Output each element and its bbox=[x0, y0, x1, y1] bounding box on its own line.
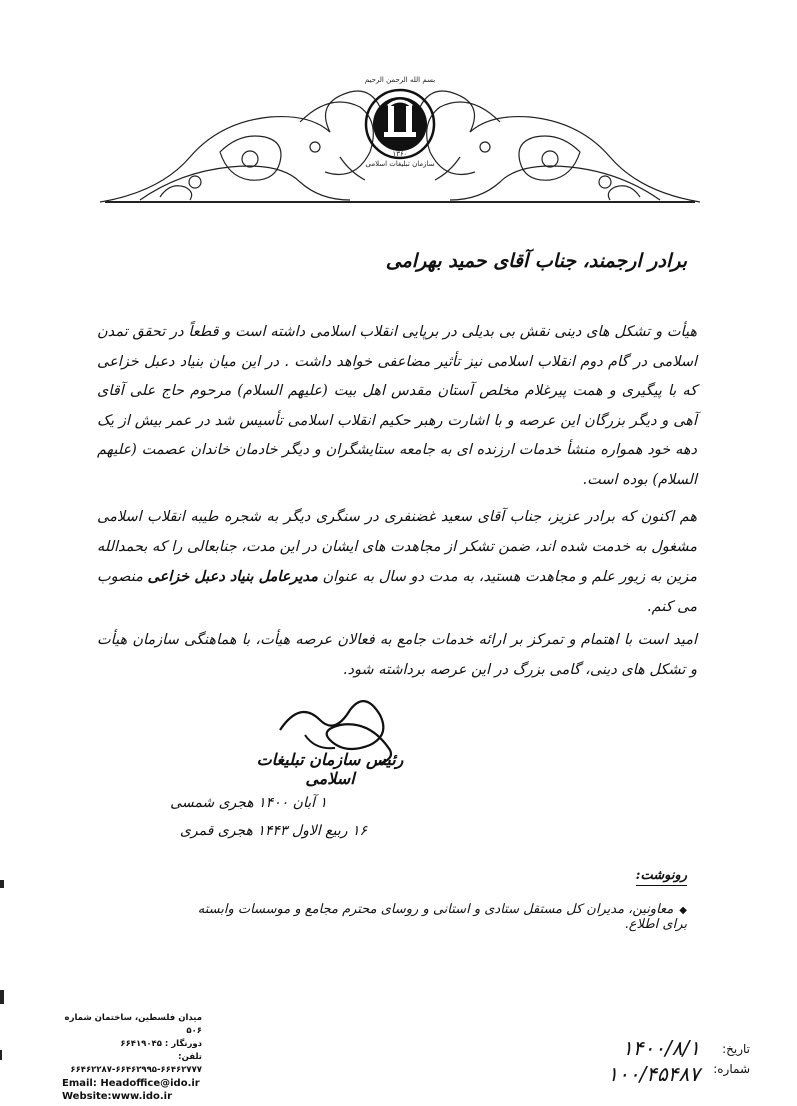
date-solar: ۱ آبان ۱۴۰۰ هجری شمسی bbox=[170, 795, 327, 811]
emblem-year: ۱۳۶۰ bbox=[392, 150, 408, 158]
scan-edge-mark bbox=[0, 1050, 2, 1060]
footer-website: Website:www.ido.ir bbox=[62, 1091, 173, 1102]
scan-edge-mark bbox=[0, 880, 4, 888]
reference-block bbox=[590, 1036, 750, 1090]
paragraph-2-start: هم اکنون که برادر عزیز، جناب آقای سعید غضنفری در سنگری دیگر به شجره طیبه انقلاب اسلامی مشغول به خدمت شده اند، ضمن تشکر از مجاهدت های ایشان در این مدت، جنابعالی را که بحمدالله مزین به زیور علم و مجاهدت هستید، به مدت دو سال به عنوان bbox=[97, 509, 698, 585]
copies-item bbox=[187, 902, 687, 932]
footer-email: Email: Headoffice@ido.ir bbox=[62, 1078, 200, 1089]
letter-body bbox=[97, 318, 697, 689]
signature-block bbox=[240, 690, 420, 790]
footer-contact bbox=[62, 1012, 202, 1103]
number-value: ۱۰۰/۴۵۴۸۷ bbox=[607, 1062, 700, 1086]
header-ornament bbox=[100, 62, 700, 212]
salutation: برادر ارجمند، جناب آقای حمید بهرامی bbox=[385, 250, 687, 272]
copies-heading: رونوشت: bbox=[636, 868, 687, 886]
paragraph-3: امید است با اهتمام و تمرکز بر ارائه خدمات جامع به فعالان عرصه هیأت، با هماهنگی سازمان هیأت و تشکل های دینی، گامی بزرگ در این عرصه برداشته شود. bbox=[97, 632, 697, 678]
footer-phones: تلفن: ۶۶۴۶۲۷۷۷-۶۶۴۶۲۹۹۵-۶۶۴۶۲۲۸۷ bbox=[70, 1052, 202, 1075]
appointed-position: مدیرعامل بنیاد دعبل خزاعی bbox=[147, 568, 318, 585]
footer-fax: دورنگار : ۶۶۴۱۹۰۴۵ bbox=[120, 1039, 202, 1049]
paragraph-1: هیأت و تشکل های دینی نقش بی بدیلی در برپایی انقلاب اسلامی داشته است و قطعاً در تحقق تمدن اسلامی در گام دوم انقلاب اسلامی نیز تأثیر مضاعفی خواهد داشت . در این میان بنیاد دعبل خزاعی که با پیگیری و همت پیرغلام مخلص آستان مقدس اهل بیت (علیهم السلام) مرحوم حاج علی آقای آهی و دیگر بزرگان این عرصه و با اشارت رهبر حکیم انقلاب اسلامی تأسیس شد در عمر بیش از یک دهه خود همواره منشأ خدمات ارزنده ای به جامعه ستایشگران و دیگر خادمان خاندان عصمت (علیهم السلام) بوده است. bbox=[97, 324, 697, 488]
paragraph-2-end: منصوب می کنم. bbox=[97, 569, 697, 615]
scan-edge-mark bbox=[0, 990, 4, 1004]
footer-address: میدان فلسطین، ساختمان شماره ۵۰۶ bbox=[64, 1013, 202, 1036]
emblem-caption: سازمان تبلیغات اسلامی bbox=[365, 160, 435, 168]
copies-item-text: معاونین، مدیران کل مستقل ستادی و استانی و روسای محترم مجامع و موسسات وابسته برای اطلاع. bbox=[197, 902, 687, 932]
basmala: بسم الله الرحمن الرحيم bbox=[364, 76, 436, 84]
number-label: شماره: bbox=[713, 1062, 750, 1076]
emblem-icon bbox=[365, 76, 435, 168]
date-label: تاریخ: bbox=[722, 1042, 750, 1056]
date-value: ۱۴۰۰/۸/۱ bbox=[622, 1036, 700, 1060]
date-lunar: ۱۶ ربیع الاول ۱۴۴۳ هجری قمری bbox=[179, 823, 367, 839]
paragraph-2 bbox=[97, 503, 697, 622]
signer-title: رئیس سازمان تبلیغات اسلامی bbox=[256, 750, 404, 788]
diamond-bullet-icon: ◆ bbox=[679, 905, 687, 916]
